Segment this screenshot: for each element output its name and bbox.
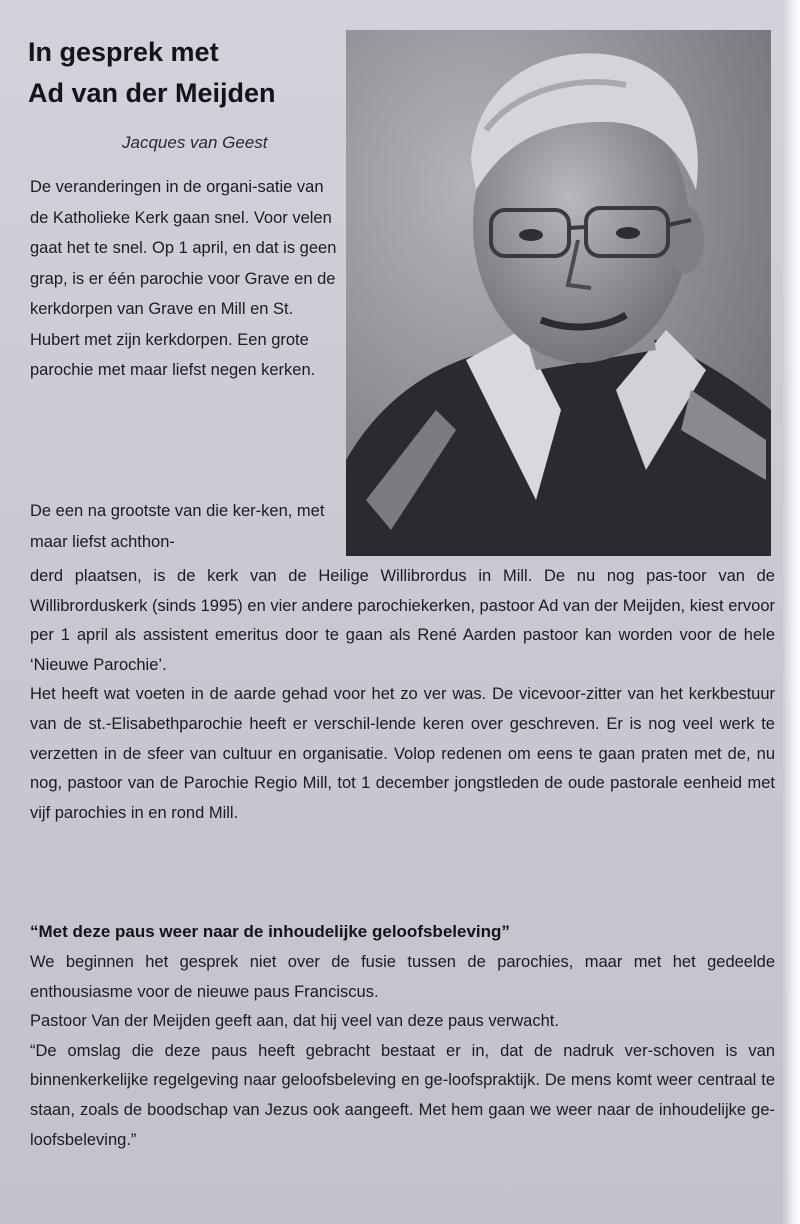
paragraph-4: We beginnen het gesprek niet over de fusie tussen de parochies, maar met het gedeelde enthousiasme voor de nieuwe paus Franciscus.: [30, 953, 775, 1001]
interview-text-block: [30, 948, 775, 1155]
title-line-1: In gesprek met: [28, 37, 219, 67]
section-subheading: “Met deze paus weer naar de inhoudelijke geloofsbeleving”: [30, 922, 510, 941]
paragraph-5: Pastoor Van der Meijden geeft aan, dat hij veel van deze paus verwacht.: [30, 1012, 559, 1031]
paragraph-3: Het heeft wat voeten in de aarde gehad voor het zo ver was. De vicevoor-zitter van het kerkbestuur van de st.-Elisabethparochie heeft er verschil-lende keren over geschreven. Er is nog veel werk te verzetten in de sfeer van cultuur en organisatie. Volop redenen om eens te gaan praten met de, nu nog, pastoor van de Parochie Regio Mill, tot 1 december jongstleden de oude pastorale eenheid met vijf parochies in en rond Mill.: [30, 685, 775, 822]
intro-paragraph: De veranderingen in de organi-satie van de Katholieke Kerk gaan snel. Voor velen gaat het te snel. Op 1 april, en dat is geen grap, is er één parochie voor Grave en de kerkdorpen van Grave en Mill en St. Hubert met zijn kerkdorpen. Een grote parochie met maar liefst negen kerken.: [30, 178, 337, 379]
portrait-illustration: [346, 30, 771, 556]
title-line-2: Ad van der Meijden: [28, 78, 276, 108]
body-text-block: [30, 562, 775, 828]
paragraph-2-start: De een na grootste van die ker-ken, met maar liefst achthon-: [30, 502, 325, 551]
second-paragraph-start: [30, 496, 342, 557]
author-byline: Jacques van Geest: [122, 133, 268, 152]
portrait-photo: [346, 30, 771, 556]
page-edge: [782, 0, 800, 1224]
intro-column: [30, 172, 342, 386]
article-title: [28, 32, 348, 114]
paragraph-2-continued: derd plaatsen, is de kerk van de Heilige Willibrordus in Mill. De nu nog pas-toor van de Willibrorduskerk (sinds 1995) en vier andere parochiekerken, pastoor Ad van der Meijden, kiest ervoor per 1 april als assistent emeritus door te gaan als René Aarden pastoor kan worden voor de hele ‘Nieuwe Parochie’.: [30, 567, 775, 674]
quote-paragraph: “De omslag die deze paus heeft gebracht bestaat er in, dat de nadruk ver-schoven is van binnenkerkelijke regelgeving naar geloofsbeleving en ge-loofspraktijk. De mens komt weer centraal te staan, zoals de boodschap van Jezus ook aangeeft. Met hem gaan we weer naar de inhoudelijke ge-loofsbeleving.”: [30, 1041, 775, 1149]
